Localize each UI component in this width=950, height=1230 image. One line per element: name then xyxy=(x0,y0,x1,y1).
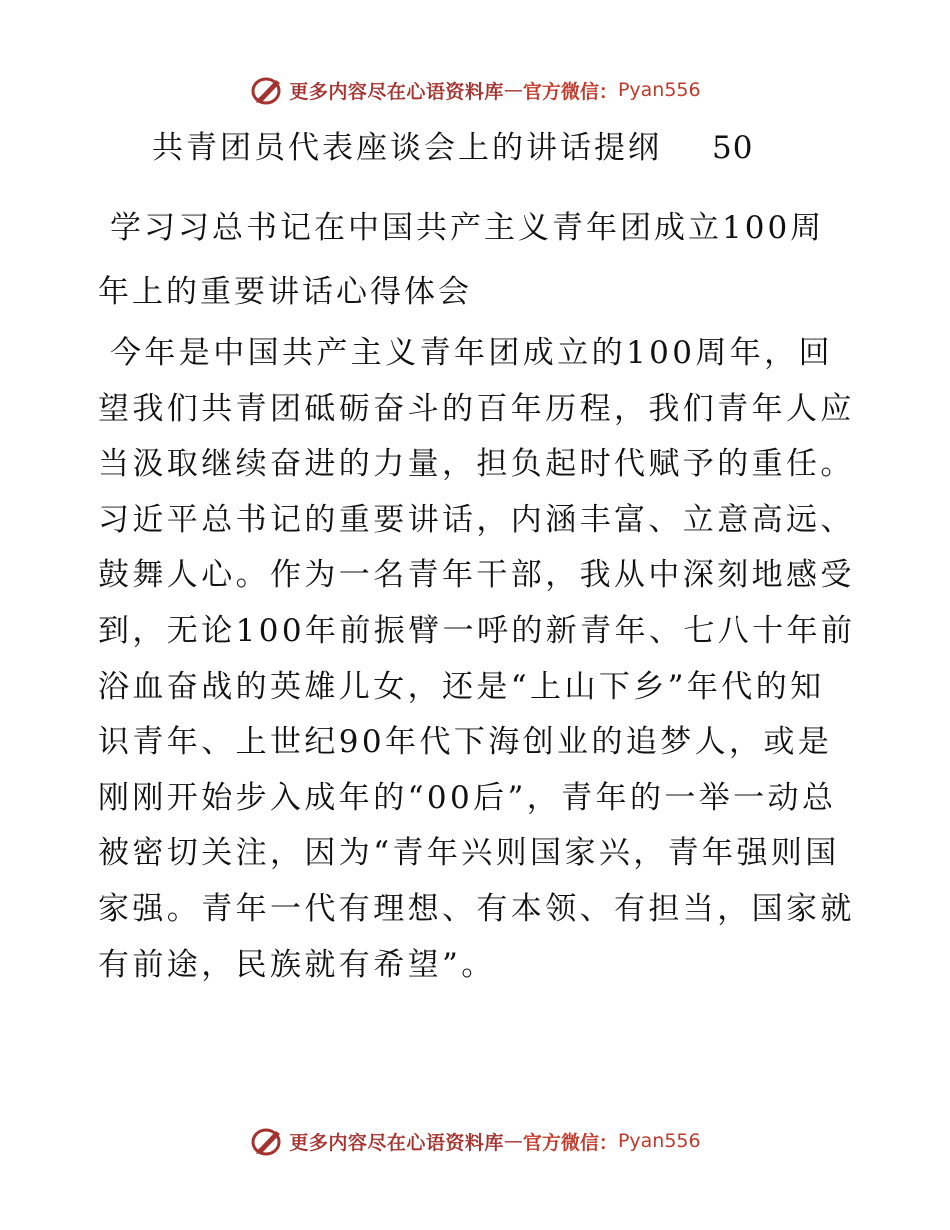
title-number: 50 xyxy=(712,130,754,166)
paragraph-line: 今年是中国共产主义青年团成立的100周年，回 xyxy=(110,335,833,371)
paragraph-line: 当汲取继续奋进的力量，担负起时代赋予的重任。 xyxy=(98,446,855,483)
watermark-wechat-id: Pyan556 xyxy=(617,79,701,101)
paragraph-line: 望我们共青团砥砺奋斗的百年历程，我们青年人应 xyxy=(98,390,855,427)
paragraph-line: 习近平总书记的重要讲话，内涵丰富、立意高远、 xyxy=(98,501,855,538)
paragraph-line: 到，无论100年前振臂一呼的新青年、七八十年前 xyxy=(98,612,856,649)
footer-watermark xyxy=(0,1121,950,1161)
header-watermark xyxy=(0,70,950,110)
paragraph-line: 家强。青年一代有理想、有本领、有担当，国家就 xyxy=(98,890,855,927)
watermark-dash: — xyxy=(503,79,523,101)
watermark-wechat-id: Pyan556 xyxy=(617,1130,701,1152)
subtitle-line: 年上的重要讲话心得体会 xyxy=(98,274,472,310)
watermark-wechat-label: 官方微信： xyxy=(522,80,618,103)
document-subtitle xyxy=(98,196,858,324)
watermark-main-text: 更多内容尽在心语资料库 xyxy=(289,80,504,103)
document-title xyxy=(152,126,753,170)
pen-logo-icon xyxy=(249,73,285,107)
paragraph-line: 浴血奋战的英雄儿女，还是“上山下乡”年代的知 xyxy=(98,668,825,705)
title-text: 共青团员代表座谈会上的讲话提纲 xyxy=(152,130,662,166)
watermark-dash: — xyxy=(503,1130,523,1152)
body-paragraph xyxy=(98,326,858,993)
watermark-main-text: 更多内容尽在心语资料库 xyxy=(289,1131,504,1154)
paragraph-line: 有前途，民族就有希望”。 xyxy=(98,946,496,983)
paragraph-line: 识青年、上世纪90年代下海创业的追梦人，或是 xyxy=(98,724,833,761)
paragraph-line: 刚刚开始步入成年的“00后”，青年的一举一动总 xyxy=(98,779,837,816)
paragraph-line: 鼓舞人心。作为一名青年干部，我从中深刻地感受 xyxy=(98,557,855,594)
paragraph-line: 被密切关注，因为“青年兴则国家兴，青年强则国 xyxy=(98,835,840,872)
subtitle-line: 学习习总书记在中国共产主义青年团成立100周 xyxy=(110,210,825,246)
watermark-wechat-label: 官方微信： xyxy=(522,1131,618,1154)
pen-logo-icon xyxy=(249,1124,285,1158)
